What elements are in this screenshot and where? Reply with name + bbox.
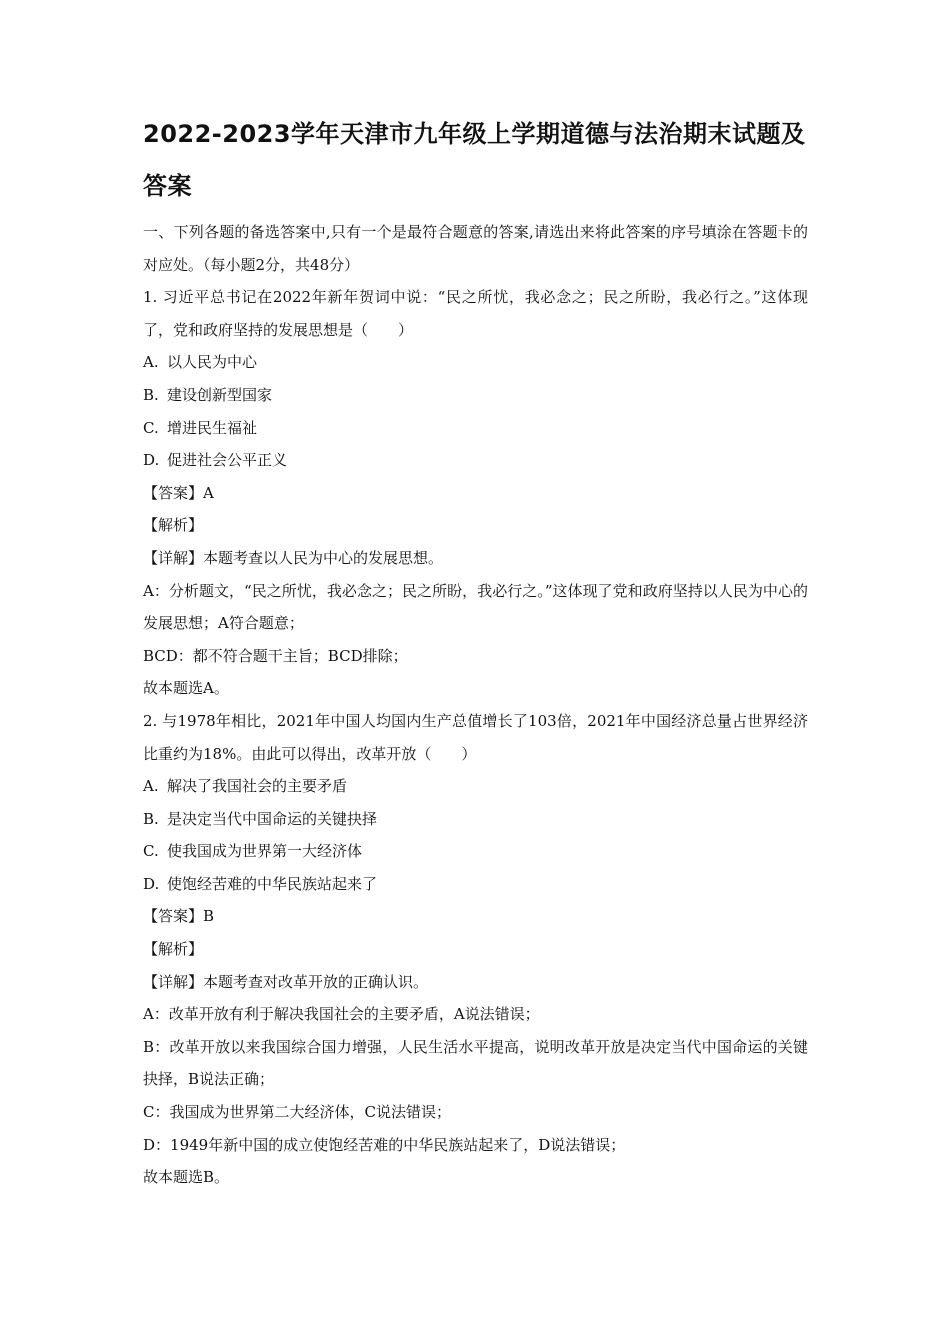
option-text: 解决了我国社会的主要矛盾: [167, 777, 348, 796]
option-c: [143, 835, 808, 868]
answer-line: [143, 477, 808, 510]
option-letter: C.: [143, 842, 159, 861]
detail-text: 本题考查对改革开放的正确认识。: [203, 972, 429, 991]
option-letter: A.: [143, 777, 159, 796]
question-stem: 2. 与1978年相比，2021年中国人均国内生产总值增长了103倍，2021年中国经济总量占世界经济比重约为18%。由此可以得出，改革开放（ ）: [143, 711, 808, 763]
answer-value: B: [203, 907, 215, 926]
option-d: [143, 868, 808, 901]
option-text: 使饱经苦难的中华民族站起来了: [167, 874, 378, 893]
detail-tag: 【详解】: [143, 548, 204, 567]
answer-line: [143, 900, 808, 933]
option-text: 使我国成为世界第一大经济体: [167, 842, 363, 861]
option-a: [143, 346, 808, 379]
explanation: 故本题选A。: [143, 679, 229, 698]
question-stem: 1. 习近平总书记在2022年新年贺词中说：“民之所忧，我必念之；民之所盼，我必行之。”这体现了，党和政府坚持的发展思想是（ ）: [143, 288, 808, 339]
option-letter: A.: [143, 353, 159, 372]
option-letter: B.: [143, 385, 159, 404]
option-c: [143, 412, 808, 445]
option-letter: C.: [143, 418, 159, 437]
option-letter: B.: [143, 809, 159, 828]
explanation: 故本题选B。: [143, 1168, 230, 1187]
option-text: 以人民为中心: [167, 353, 258, 372]
option-letter: D.: [143, 451, 160, 470]
detail-tag: 【详解】: [143, 972, 204, 991]
answer-tag: 【答案】: [143, 483, 204, 502]
option-text: 增进民生福祉: [167, 418, 258, 437]
detail-line: [143, 966, 808, 999]
option-b: [143, 803, 808, 836]
explanation: A：改革开放有利于解决我国社会的主要矛盾，A说法错误；: [143, 1005, 540, 1024]
explanation: D：1949年新中国的成立使饱经苦难的中华民族站起来了，D说法错误；: [143, 1135, 626, 1154]
section-instruction: 一、下列各题的备选答案中,只有一个是最符合题意的答案,请选出来将此答案的序号填涂在答题卡的对应处。（每小题2分，共48分）: [143, 223, 808, 274]
option-a: [143, 770, 808, 803]
answer-value: A: [203, 483, 214, 502]
analysis-tag: 【解析】: [143, 940, 204, 959]
option-d: [143, 444, 808, 477]
option-letter: D.: [143, 874, 160, 893]
explanation: BCD：都不符合题干主旨；BCD排除；: [143, 646, 408, 665]
document-title: 2022-2023学年天津市九年级上学期道德与法治期末试题及答案: [143, 120, 806, 200]
document-page: [143, 108, 808, 1194]
detail-line: [143, 542, 808, 575]
analysis-tag: 【解析】: [143, 516, 204, 535]
explanation: B：改革开放以来我国综合国力增强，人民生活水平提高，说明改革开放是决定当代中国命运的关键抉择，B说法正确；: [143, 1037, 808, 1089]
answer-tag: 【答案】: [143, 907, 204, 926]
explanation: C：我国成为世界第二大经济体，C说法错误；: [143, 1103, 451, 1122]
option-b: [143, 379, 808, 412]
option-text: 促进社会公平正义: [167, 451, 288, 470]
option-text: 建设创新型国家: [167, 385, 273, 404]
explanation: A：分析题文，“民之所忧，我必念之；民之所盼，我必行之。”这体现了党和政府坚持以人民为中心的发展思想；A符合题意；: [143, 581, 808, 633]
question-1: [143, 281, 808, 705]
option-text: 是决定当代中国命运的关键抉择: [167, 809, 378, 828]
detail-text: 本题考查以人民为中心的发展思想。: [203, 548, 444, 567]
question-2: [143, 705, 808, 1194]
